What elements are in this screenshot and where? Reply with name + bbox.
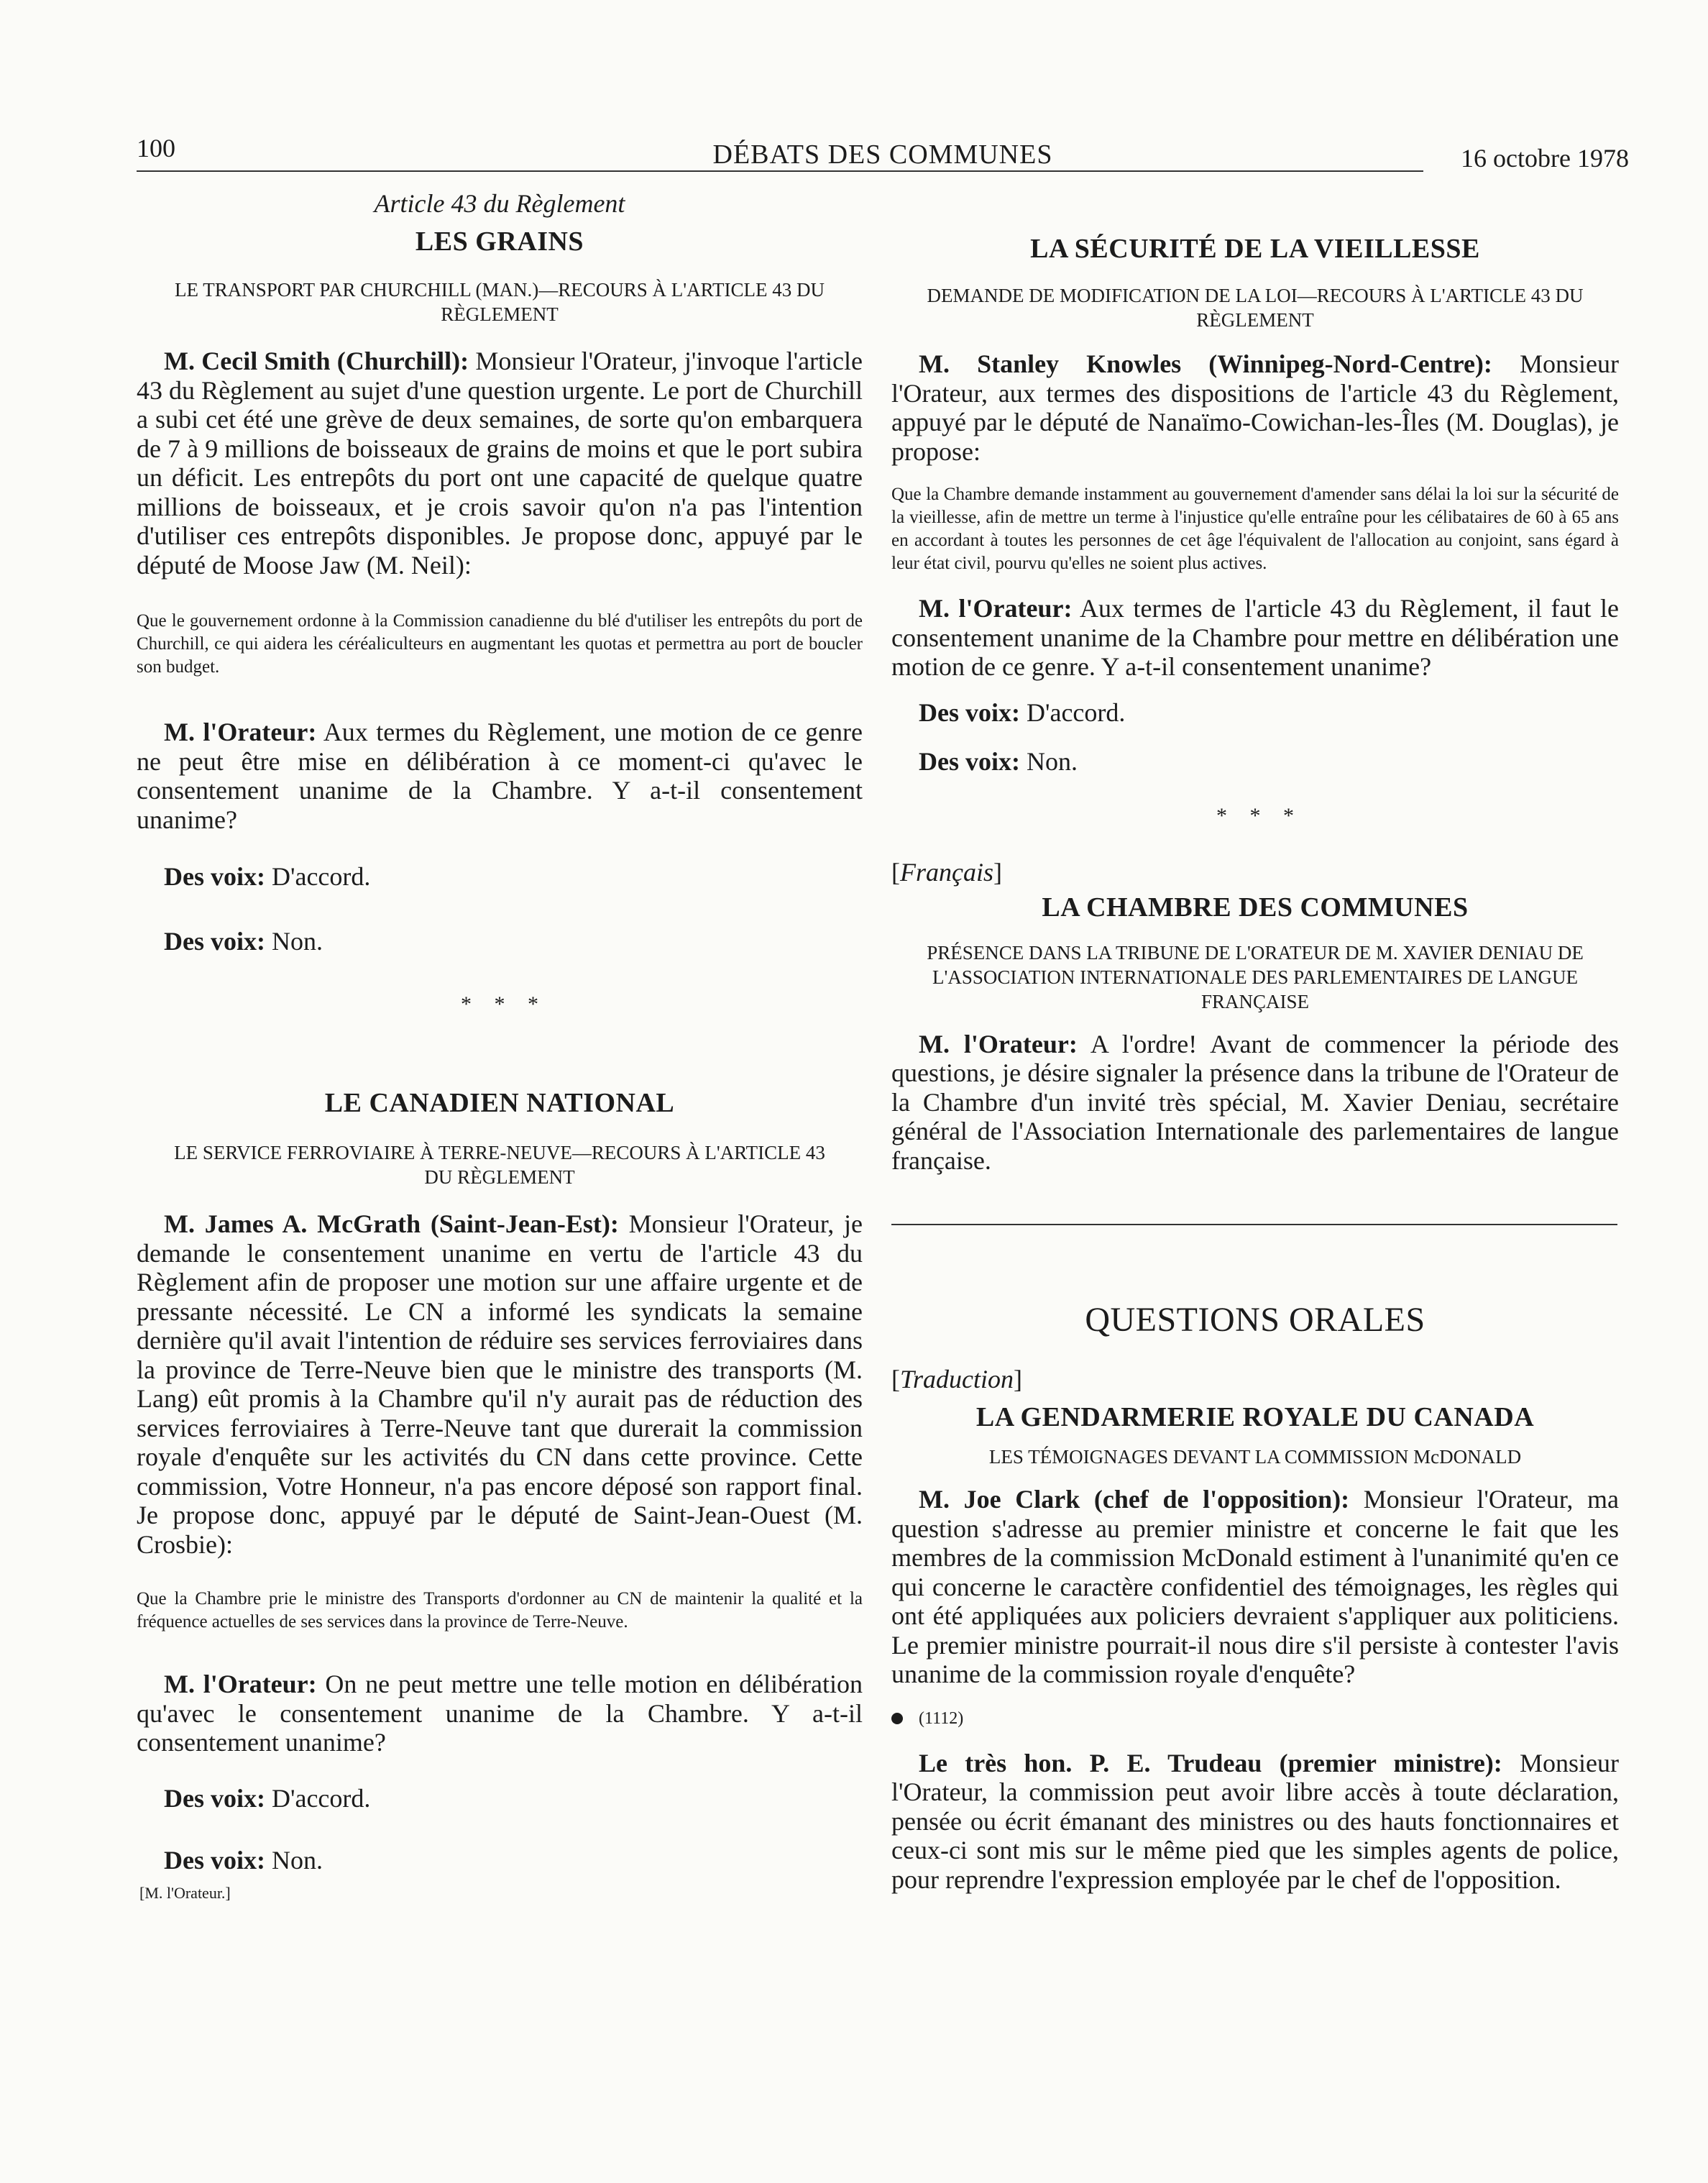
- speech-text: Monsieur l'Orateur, je demande le consentement unanime en vertu de l'article 43 du Règlement afin de proposer une motion sur une affaire urgente et de pressante nécessité. Le CN a informé les syndicats la semaine dernière qu'il avait l'intention de réduire ses services ferroviaires dans la province de Terre-Neuve bien que le ministre des transports (M. Lang) eût promis à la Chambre qu'il n'y aurait pas de réduction des services ferroviaires à Terre-Neuve tant que durerait la commission royale d'enquête sur les activités du CN dans cette province. Cette commission, Votre Honneur, n'a pas encore déposé son rapport final. Je propose donc, appuyé par le député de Saint-Jean-Ouest (M. Crosbie):: [137, 1209, 863, 1559]
- speech-text: Aux termes de l'article 43 du Règlement, il faut le consentement unanime de la Chambre pour mettre en délibération une motion de ce genre. Y a-t-il consentement unanime?: [891, 594, 1620, 681]
- speech-text: Monsieur l'Orateur, la commission peut avoir libre accès à toute déclaration, pensée ou écrit émanant des ministres ou des hauts fonctionnaires et ceux-ci sont mis sur le même pied que les simples agents de police, pour reprendre l'expression employée par le chef de l'opposition.: [891, 1748, 1619, 1894]
- section-subheading-grc: LES TÉMOIGNAGES DEVANT LA COMMISSION McDONALD: [988, 1446, 1522, 1468]
- speech-text: On ne peut mettre une telle motion en délibération qu'avec le consentement unanime de la Chambre. Y a-t-il consentement unanime?: [137, 1670, 863, 1757]
- voice-line: [891, 697, 1619, 728]
- header-date: 16 octobre 1978: [1461, 144, 1629, 173]
- speech-orateur-2: [137, 1670, 863, 1757]
- speaker-name: Le très hon. P. E. Trudeau (premier ministre):: [919, 1748, 1502, 1777]
- page-header: [137, 133, 1629, 176]
- section-heading-grc: LA GENDARMERIE ROYALE DU CANADA: [975, 1402, 1535, 1432]
- voice-line: [137, 926, 863, 956]
- section-separator: * * *: [1216, 803, 1294, 828]
- speech-text: Monsieur l'Orateur, j'invoque l'article 43 du Règlement au sujet d'une question urgente. Le port de Churchill a subi cet été une grève de deux semaines, de sorte qu'on embarquera de 7 à 9 millions de boisseaux de grains de moins et que le port subira un déficit. Les entrepôts du port ont une capacité de quelque quatre millions de boisseaux, et je crois savoir qu'on n'a pas l'intention d'utiliser ces entrepôts disponibles. Je propose donc, appuyé par le député de Moose Jaw (M. Neil):: [137, 347, 863, 580]
- voice-text: Non.: [271, 927, 323, 956]
- speech-mcgrath: [137, 1209, 863, 1559]
- section-heading-chambre: LA CHAMBRE DES COMMUNES: [1042, 892, 1469, 923]
- continuation-tag: [M. l'Orateur.]: [139, 1883, 231, 1902]
- section-subheading-grains: LE TRANSPORT PAR CHURCHILL (MAN.)—RECOURS À L'ARTICLE 43 DU RÈGLEMENT: [175, 279, 825, 325]
- bullet-icon: [891, 1713, 903, 1724]
- speaker-name: Des voix:: [164, 862, 265, 891]
- speaker-name: M. Joe Clark (chef de l'opposition):: [919, 1485, 1350, 1514]
- language-tag: [Français]: [891, 857, 1002, 887]
- voice-text: Non.: [271, 1845, 323, 1875]
- section-subheading-cn: LE SERVICE FERROVIAIRE À TERRE-NEUVE—RECOURS À L'ARTICLE 43 DU RÈGLEMENT: [174, 1142, 825, 1188]
- speaker-name: M. l'Orateur:: [164, 718, 317, 746]
- voice-line: [891, 746, 1619, 777]
- voice-text: D'accord.: [271, 1783, 371, 1813]
- speech-orateur-4: [891, 1030, 1619, 1176]
- section-divider: [891, 1224, 1617, 1225]
- section-subheading-chambre: PRÉSENCE DANS LA TRIBUNE DE L'ORATEUR DE M. XAVIER DENIAU DE L'ASSOCIATION INTERNATIONALE DES PARLEMENTAIRES DE LANGUE FRANÇAISE: [927, 941, 1584, 1012]
- speaker-name: Des voix:: [164, 1845, 265, 1875]
- motion-text-vieillesse: Que la Chambre demande instamment au gouvernement d'amender sans délai la loi sur la sécurité de la vieillesse, afin de mettre un terme à l'injustice qu'elle entraîne pour les célibataires de 60 à 65 ans en accordant à toutes les personnes de cet âge l'équivalent de l'allocation au conjoint, sans égard à leur état civil, pourvu qu'elles ne soient plus actives.: [891, 485, 1619, 573]
- speech-text: Monsieur l'Orateur, aux termes des dispositions de l'article 43 du Règlement, appuyé par le député de Nanaïmo-Cowichan-les-Îles (M. Douglas), je propose:: [891, 349, 1619, 466]
- voice-text: D'accord.: [1026, 697, 1126, 727]
- time-stamp: (1112): [891, 1709, 1619, 1729]
- speaker-name: Des voix:: [164, 1783, 265, 1813]
- section-heading-vieillesse: LA SÉCURITÉ DE LA VIEILLESSE: [1030, 234, 1480, 264]
- speech-knowles: [891, 349, 1619, 466]
- speech-text: Aux termes du Règlement, une motion de ce genre ne peut être mise en délibération à ce moment-ci qu'avec le consentement unanime de la Chambre. Y a-t-il consentement unanime?: [137, 718, 863, 834]
- speaker-name: Des voix:: [164, 927, 265, 956]
- page-number: 100: [137, 134, 175, 163]
- speech-text: A l'ordre! Avant de commencer la période des questions, je désire signaler la présence dans la tribune de l'Orateur de la Chambre d'un invité très spécial, M. Xavier Deniau, secrétaire général de l'Association Internationale des parlementaires de langue française.: [891, 1029, 1620, 1175]
- speaker-name: Des voix:: [919, 697, 1020, 727]
- voice-line: [137, 1783, 863, 1813]
- rubric: Article 43 du Règlement: [374, 189, 625, 218]
- voice-text: Non.: [1026, 746, 1078, 776]
- voice-text: D'accord.: [271, 862, 371, 891]
- speech-text: Monsieur l'Orateur, ma question s'adresse au premier ministre et concerne le fait que les membres de la commission McDonald estiment à l'unanimité qu'en ce qui concerne le caractère confidentiel des témoignages, les règles qui ont été appliquées aux policiers devraient s'appliquer aux politiciens. Le premier ministre pourrait-il nous dire s'il persiste à contester l'avis unanime de la commission royale d'enquête?: [891, 1485, 1619, 1688]
- speaker-name: Des voix:: [919, 746, 1020, 776]
- speech-orateur-3: [891, 594, 1619, 682]
- left-column: [137, 180, 863, 1903]
- speaker-name: M. l'Orateur:: [919, 1029, 1078, 1058]
- section-heading-grains: LES GRAINS: [415, 226, 584, 257]
- voice-line: [137, 1845, 863, 1875]
- speech-clark: [891, 1485, 1619, 1689]
- speech-cecil-smith: [137, 347, 863, 580]
- language-tag: [Traduction]: [891, 1365, 1023, 1393]
- section-heading-cn: LE CANADIEN NATIONAL: [324, 1088, 675, 1118]
- speech-trudeau: [891, 1749, 1619, 1895]
- speaker-name: M. Cecil Smith (Churchill):: [164, 347, 469, 375]
- journal-title: DÉBATS DES COMMUNES: [712, 139, 1053, 170]
- questions-orales-title: QUESTIONS ORALES: [1085, 1301, 1425, 1339]
- speaker-name: M. James A. McGrath (Saint-Jean-Est):: [164, 1209, 619, 1238]
- speech-orateur-1: [137, 718, 863, 834]
- header-rule: [137, 170, 1423, 172]
- motion-text-grains: Que le gouvernement ordonne à la Commission canadienne du blé d'utiliser les entrepôts du port de Churchill, ce qui aidera les céréaliculteurs en augmentant les quotas et permettra au port de boucler son budget.: [137, 611, 863, 677]
- motion-text-cn: Que la Chambre prie le ministre des Transports d'ordonner au CN de maintenir la qualité et la fréquence actuelles de ses services dans la province de Terre-Neuve.: [137, 1589, 863, 1631]
- voice-line: [137, 861, 863, 892]
- speaker-name: M. l'Orateur:: [919, 594, 1073, 623]
- speaker-name: M. Stanley Knowles (Winnipeg-Nord-Centre):: [919, 349, 1492, 378]
- right-column: [891, 180, 1619, 1894]
- section-subheading-vieillesse: DEMANDE DE MODIFICATION DE LA LOI—RECOURS À L'ARTICLE 43 DU RÈGLEMENT: [927, 285, 1584, 331]
- speaker-name: M. l'Orateur:: [164, 1670, 317, 1698]
- section-separator: * * *: [461, 992, 538, 1016]
